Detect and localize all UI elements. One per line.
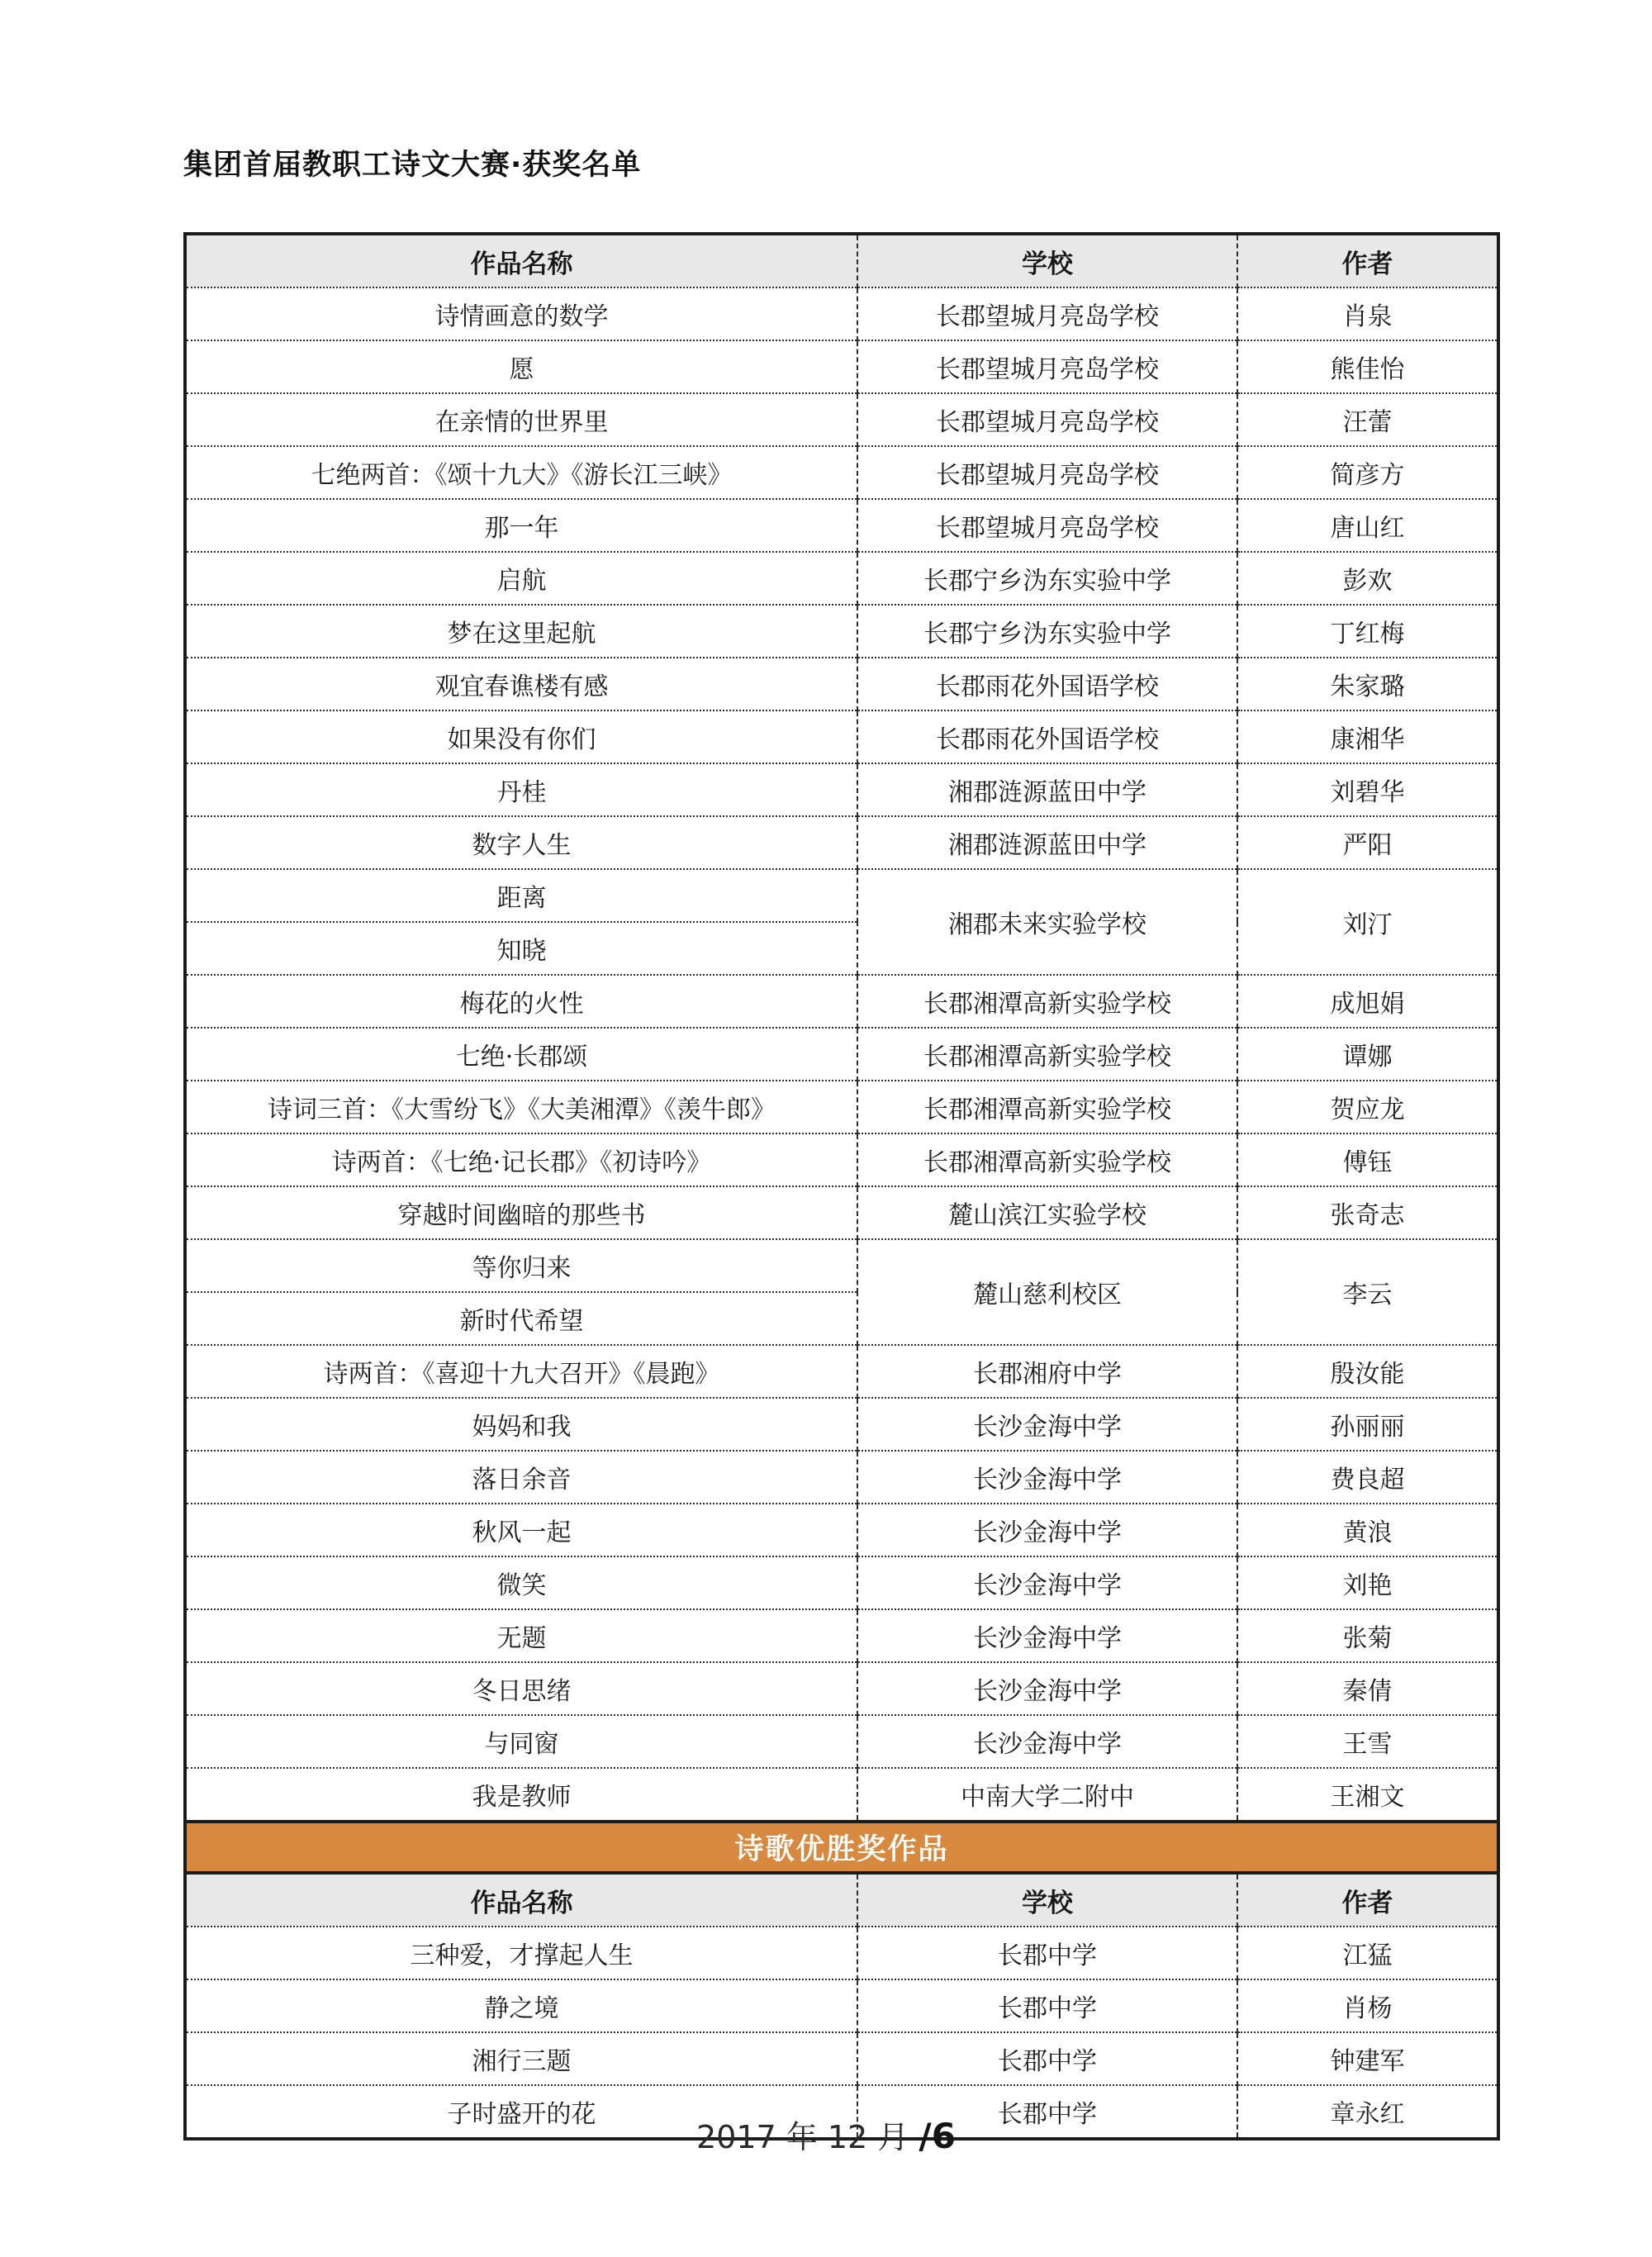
- table-header-row: [187, 235, 1497, 287]
- footer-date: 2017 年 12 月: [696, 2119, 909, 2155]
- table-row: [187, 1186, 1497, 1239]
- author-cell: 张菊: [1237, 1609, 1497, 1662]
- school-cell: 长沙金海中学: [857, 1662, 1237, 1715]
- author-cell: 唐山红: [1237, 499, 1497, 552]
- work-title-cell: 愿: [187, 340, 857, 393]
- table-row: [187, 446, 1497, 499]
- table-row: [187, 1239, 1497, 1292]
- author-cell: 傅钰: [1237, 1133, 1497, 1186]
- work-title-cell: 诗词三首：《大雪纷飞》《大美湘潭》《羡牛郎》: [187, 1081, 857, 1133]
- author-cell: 严阳: [1237, 816, 1497, 869]
- work-title-cell: 无题: [187, 1609, 857, 1662]
- school-cell: 长郡湘府中学: [857, 1345, 1237, 1398]
- school-cell: 长沙金海中学: [857, 1398, 1237, 1451]
- table-row: [187, 393, 1497, 446]
- table-row: [187, 1609, 1497, 1662]
- school-cell: 湘郡涟源蓝田中学: [857, 816, 1237, 869]
- column-header-author: 作者: [1237, 235, 1497, 287]
- table-row: [187, 499, 1497, 552]
- author-cell: 肖泉: [1237, 287, 1497, 340]
- author-cell: 简彦方: [1237, 446, 1497, 499]
- work-title-cell: 我是教师: [187, 1768, 857, 1820]
- author-cell: 秦倩: [1237, 1662, 1497, 1715]
- table-row: [187, 1345, 1497, 1398]
- work-title-cell: 三种爱，才撑起人生: [187, 1927, 857, 1979]
- author-cell: 彭欢: [1237, 552, 1497, 605]
- author-cell: 张奇志: [1237, 1186, 1497, 1239]
- author-cell: 刘汀: [1237, 869, 1497, 975]
- author-cell: 熊佳怡: [1237, 340, 1497, 393]
- author-cell: 刘碧华: [1237, 763, 1497, 816]
- table-row: [187, 1028, 1497, 1081]
- author-cell: 谭娜: [1237, 1028, 1497, 1081]
- column-header-work-title: 作品名称: [187, 235, 857, 287]
- table-row: [187, 287, 1497, 340]
- table-row: [187, 975, 1497, 1028]
- work-title-cell: 七绝两首：《颂十九大》《游长江三峡》: [187, 446, 857, 499]
- author-cell: 丁红梅: [1237, 605, 1497, 658]
- work-title-cell: 梅花的火性: [187, 975, 857, 1028]
- school-cell: 长郡望城月亮岛学校: [857, 499, 1237, 552]
- school-cell: 长郡宁乡沩东实验中学: [857, 605, 1237, 658]
- table-row: [187, 869, 1497, 922]
- section-banner-poetry-winner-award: [187, 1820, 1497, 1874]
- school-cell: 长郡中学: [857, 1979, 1237, 2032]
- school-cell: 中南大学二附中: [857, 1768, 1237, 1820]
- school-cell: 麓山滨江实验学校: [857, 1186, 1237, 1239]
- table-row: [187, 816, 1497, 869]
- school-cell: 长郡雨花外国语学校: [857, 658, 1237, 710]
- author-cell: 王雪: [1237, 1715, 1497, 1768]
- school-cell: 长郡雨花外国语学校: [857, 710, 1237, 763]
- table-row: [187, 1662, 1497, 1715]
- work-title-cell: 观宜春谯楼有感: [187, 658, 857, 710]
- school-cell: 长沙金海中学: [857, 1609, 1237, 1662]
- winner-table: [187, 1874, 1497, 2137]
- work-title-cell: 诗两首：《喜迎十九大召开》《晨跑》: [187, 1345, 857, 1398]
- work-title-cell: 与同窗: [187, 1715, 857, 1768]
- author-cell: 费良超: [1237, 1451, 1497, 1504]
- table-row: [187, 710, 1497, 763]
- table-row: [187, 1451, 1497, 1504]
- table-row: [187, 1927, 1497, 1979]
- table-row: [187, 1768, 1497, 1820]
- table-row: [187, 1133, 1497, 1186]
- work-title-cell: 七绝·长郡颂: [187, 1028, 857, 1081]
- table-row: [187, 2032, 1497, 2085]
- school-cell: 长郡望城月亮岛学校: [857, 340, 1237, 393]
- school-cell: 湘郡未来实验学校: [857, 869, 1237, 975]
- work-title-cell: 湘行三题: [187, 2032, 857, 2085]
- work-title-cell: 静之境: [187, 1979, 857, 2032]
- awards-table-container: [183, 232, 1500, 2141]
- author-cell: 王湘文: [1237, 1768, 1497, 1820]
- author-cell: 成旭娟: [1237, 975, 1497, 1028]
- table-row: [187, 763, 1497, 816]
- school-cell: 长郡中学: [857, 2032, 1237, 2085]
- author-cell: 殷汝能: [1237, 1345, 1497, 1398]
- author-cell: 孙丽丽: [1237, 1398, 1497, 1451]
- school-cell: 长沙金海中学: [857, 1504, 1237, 1556]
- author-cell: 钟建军: [1237, 2032, 1497, 2085]
- table-row: [187, 605, 1497, 658]
- school-cell: 长郡湘潭高新实验学校: [857, 1081, 1237, 1133]
- author-cell: 贺应龙: [1237, 1081, 1497, 1133]
- author-cell: 章永红: [1237, 2085, 1497, 2137]
- work-title-cell: 知晓: [187, 922, 857, 975]
- school-cell: 长郡中学: [857, 1927, 1237, 1979]
- page-footer: [0, 2112, 1652, 2157]
- work-title-cell: 妈妈和我: [187, 1398, 857, 1451]
- table-header-row: [187, 1874, 1497, 1927]
- work-title-cell: 秋风一起: [187, 1504, 857, 1556]
- work-title-cell: 落日余音: [187, 1451, 857, 1504]
- school-cell: 麓山慈利校区: [857, 1239, 1237, 1345]
- work-title-cell: 启航: [187, 552, 857, 605]
- work-title-cell: 诗两首：《七绝·记长郡》《初诗吟》: [187, 1133, 857, 1186]
- table-row: [187, 1081, 1497, 1133]
- section-banner-label: 诗歌优胜奖作品: [734, 1833, 949, 1866]
- work-title-cell: 距离: [187, 869, 857, 922]
- work-title-cell: 新时代希望: [187, 1292, 857, 1345]
- author-cell: 康湘华: [1237, 710, 1497, 763]
- author-cell: 李云: [1237, 1239, 1497, 1345]
- author-cell: 黄浪: [1237, 1504, 1497, 1556]
- author-cell: 刘艳: [1237, 1556, 1497, 1609]
- work-title-cell: 在亲情的世界里: [187, 393, 857, 446]
- school-cell: 长郡望城月亮岛学校: [857, 393, 1237, 446]
- school-cell: 长郡望城月亮岛学校: [857, 287, 1237, 340]
- column-header-school: 学校: [857, 1874, 1237, 1927]
- work-title-cell: 诗情画意的数学: [187, 287, 857, 340]
- table-row: [187, 552, 1497, 605]
- school-cell: 长郡湘潭高新实验学校: [857, 975, 1237, 1028]
- column-header-work-title: 作品名称: [187, 1874, 857, 1927]
- work-title-cell: 数字人生: [187, 816, 857, 869]
- work-title-cell: 丹桂: [187, 763, 857, 816]
- table-row: [187, 1398, 1497, 1451]
- work-title-cell: 冬日思绪: [187, 1662, 857, 1715]
- award-table: [187, 235, 1497, 1820]
- work-title-cell: 等你归来: [187, 1239, 857, 1292]
- school-cell: 长郡湘潭高新实验学校: [857, 1133, 1237, 1186]
- school-cell: 长郡宁乡沩东实验中学: [857, 552, 1237, 605]
- school-cell: 长沙金海中学: [857, 1556, 1237, 1609]
- school-cell: 湘郡涟源蓝田中学: [857, 763, 1237, 816]
- school-cell: 长沙金海中学: [857, 1715, 1237, 1768]
- table-row: [187, 1556, 1497, 1609]
- school-cell: 长郡湘潭高新实验学校: [857, 1028, 1237, 1081]
- work-title-cell: 穿越时间幽暗的那些书: [187, 1186, 857, 1239]
- work-title-cell: 如果没有你们: [187, 710, 857, 763]
- author-cell: 江猛: [1237, 1927, 1497, 1979]
- table-row: [187, 658, 1497, 710]
- school-cell: 长郡中学: [857, 2085, 1237, 2137]
- author-cell: 汪蕾: [1237, 393, 1497, 446]
- work-title-cell: 微笑: [187, 1556, 857, 1609]
- work-title-cell: 梦在这里起航: [187, 605, 857, 658]
- work-title-cell: 子时盛开的花: [187, 2085, 857, 2137]
- table-row: [187, 1715, 1497, 1768]
- school-cell: 长沙金海中学: [857, 1451, 1237, 1504]
- author-cell: 肖杨: [1237, 1979, 1497, 2032]
- author-cell: 朱家璐: [1237, 658, 1497, 710]
- table-row: [187, 1979, 1497, 2032]
- table-row: [187, 340, 1497, 393]
- table-row: [187, 1504, 1497, 1556]
- page-title: 集团首届教职工诗文大赛·获奖名单: [183, 149, 642, 182]
- footer-page-number: /6: [919, 2116, 956, 2156]
- work-title-cell: 那一年: [187, 499, 857, 552]
- column-header-author: 作者: [1237, 1874, 1497, 1927]
- column-header-school: 学校: [857, 235, 1237, 287]
- school-cell: 长郡望城月亮岛学校: [857, 446, 1237, 499]
